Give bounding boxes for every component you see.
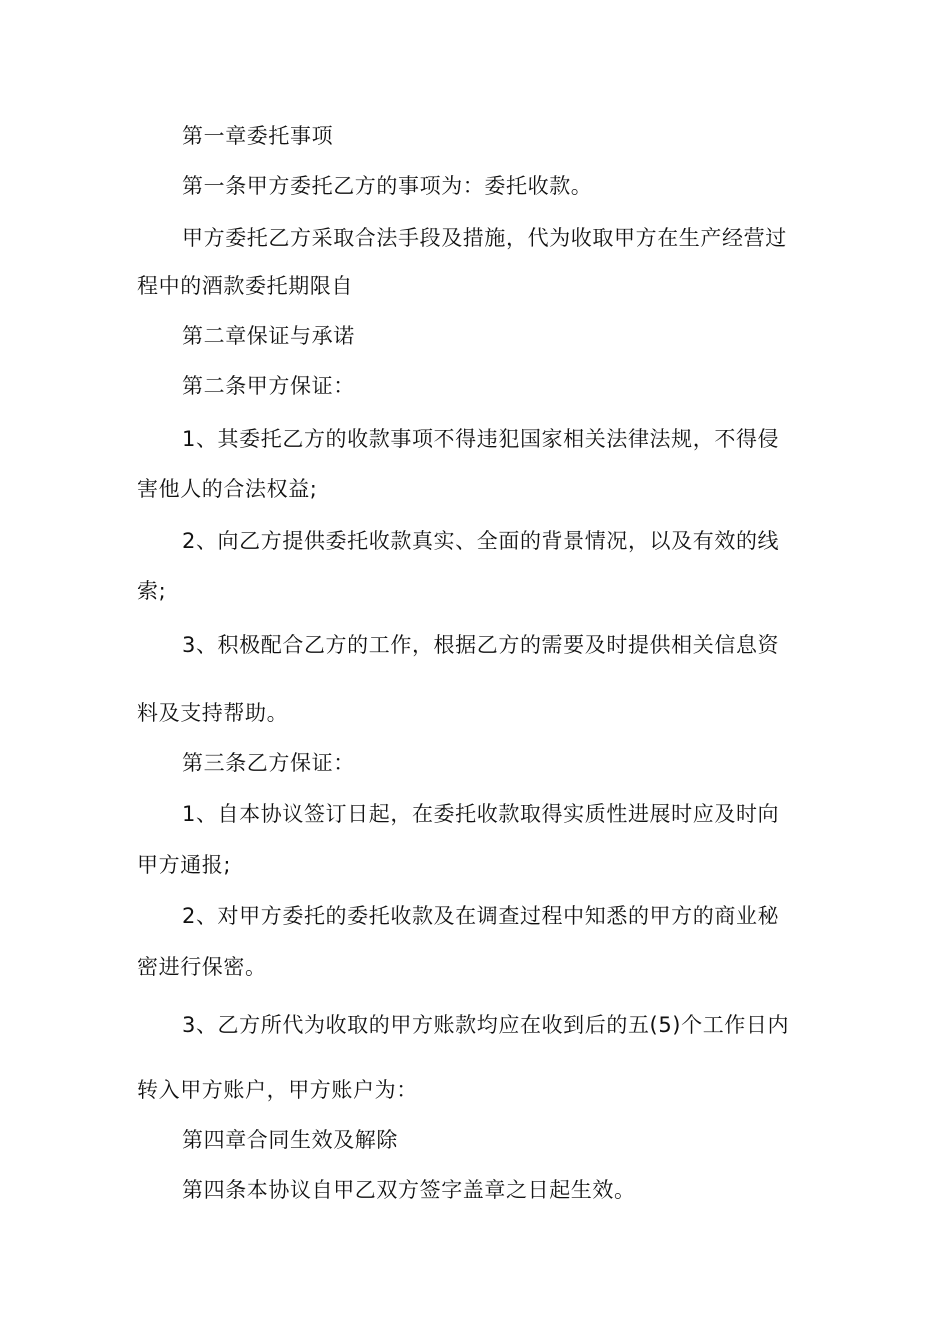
article-2-item-1-line-1: 1、其委托乙方的收款事项不得违犯国家相关法律法规，不得侵 bbox=[182, 427, 780, 451]
chapter-1-heading: 第一章委托事项 bbox=[182, 124, 334, 148]
article-1-paragraph-line-2: 程中的酒款委托期限自 bbox=[137, 274, 353, 298]
article-4-text: 第四条本协议自甲乙双方签字盖章之日起生效。 bbox=[182, 1178, 636, 1202]
article-2-item-2-line-1: 2、向乙方提供委托收款真实、全面的背景情况，以及有效的线 bbox=[182, 529, 780, 553]
article-3-item-2-line-2: 密进行保密。 bbox=[137, 955, 267, 979]
article-3-item-3-line-2: 转入甲方账户，甲方账户为： bbox=[137, 1078, 418, 1102]
article-2-item-3-line-1: 3、积极配合乙方的工作，根据乙方的需要及时提供相关信息资 bbox=[182, 633, 780, 657]
article-3-heading: 第三条乙方保证： bbox=[182, 751, 355, 775]
article-3-item-3-line-1: 3、乙方所代为收取的甲方账款均应在收到后的五(5)个工作日内 bbox=[182, 1013, 790, 1037]
chapter-2-heading: 第二章保证与承诺 bbox=[182, 324, 355, 348]
article-3-item-2-line-1: 2、对甲方委托的委托收款及在调查过程中知悉的甲方的商业秘 bbox=[182, 904, 780, 928]
article-2-item-2-line-2: 索; bbox=[137, 579, 167, 603]
article-3-item-1-line-2: 甲方通报; bbox=[137, 853, 232, 877]
article-2-item-1-line-2: 害他人的合法权益; bbox=[137, 477, 318, 501]
article-1-text: 第一条甲方委托乙方的事项为：委托收款。 bbox=[182, 174, 593, 198]
article-1-paragraph-line-1: 甲方委托乙方采取合法手段及措施，代为收取甲方在生产经营过 bbox=[182, 226, 787, 250]
article-3-item-1-line-1: 1、自本协议签订日起，在委托收款取得实质性进展时应及时向 bbox=[182, 802, 780, 826]
chapter-4-heading: 第四章合同生效及解除 bbox=[182, 1128, 398, 1152]
article-2-heading: 第二条甲方保证： bbox=[182, 374, 355, 398]
article-2-item-3-line-2: 料及支持帮助。 bbox=[137, 701, 289, 725]
